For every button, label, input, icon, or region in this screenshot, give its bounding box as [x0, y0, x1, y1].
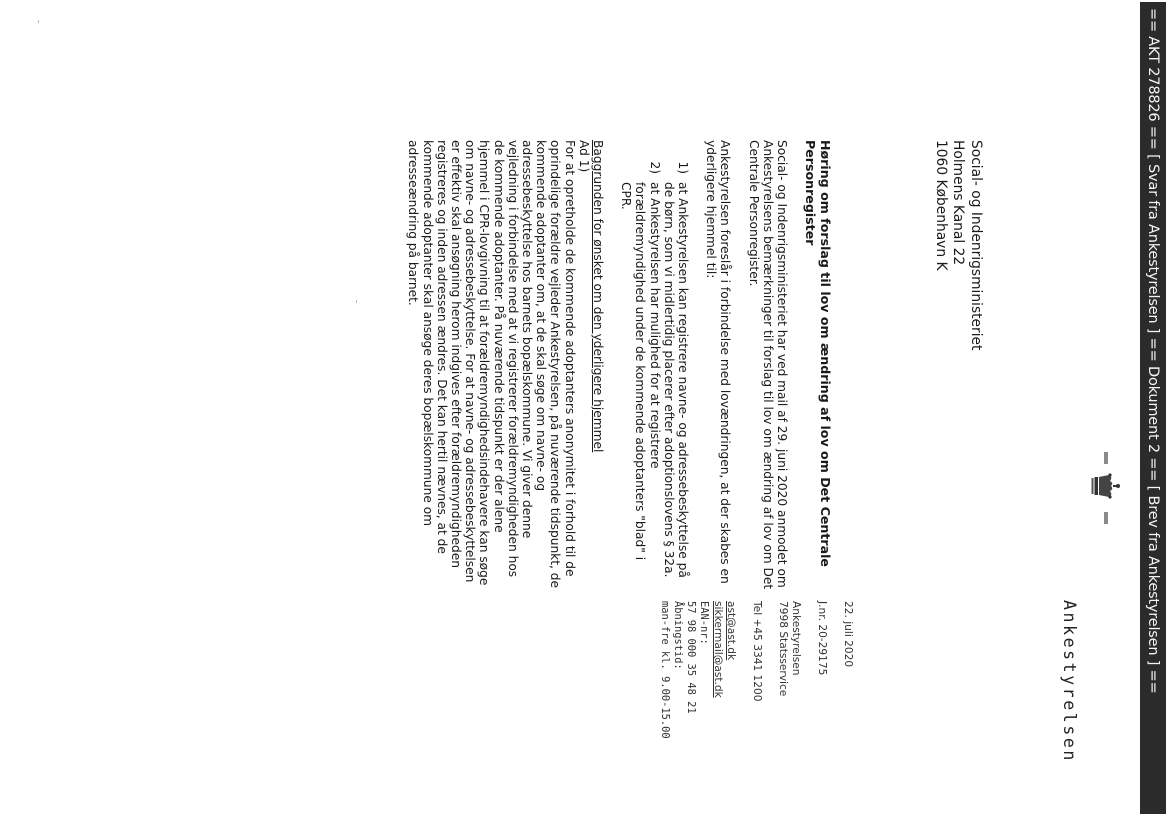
letter-date: 22. juli 2020: [842, 601, 854, 668]
text-line: adressebeskyttelse hos barnets bopælskommune. Vi giver denne: [519, 140, 534, 539]
text-line: Ankestyrelsen foreslår i forbindelse med lovændringen, at der skabes en: [718, 140, 733, 584]
sender-info: [658, 601, 854, 739]
text-line: Ankestyrelsens bemærkninger til forslag til lov om ændring af lov om Det: [760, 140, 775, 590]
text-line: Centrale Personregister.: [746, 140, 761, 287]
title-line: Høring om forslag til lov om ændring af lov om Det Centrale: [818, 140, 833, 567]
text-line: For at opretholde de kommende adoptanters anonymitet i forhold til de: [562, 140, 577, 577]
scan-speck: [38, 20, 39, 23]
logo-bar-right: [1104, 512, 1108, 524]
journal-number: J.nr. 20-29175: [816, 601, 828, 676]
text-line: kommende adoptanter om, at de skal søge om navne- og: [534, 140, 549, 492]
sender-phone: Tel +45 3341 1200: [750, 601, 763, 702]
list-item: [619, 140, 662, 580]
text-line: de børn, som vi midlertidig placerer efter adoptionslovens § 32a.: [661, 182, 676, 578]
text-line: forældremyndighed under de kommende adoptanters "blad" i: [633, 182, 648, 561]
text-line: om navne- og adressebeskyttelse. For at navne- og adressebeskyttelsen: [463, 140, 478, 583]
secure-email-link[interactable]: sikkermail@ast.dk: [711, 601, 724, 698]
letter-body: [406, 140, 833, 590]
crown-icon: [1089, 472, 1121, 500]
text-line: registreres og inden adressen ændres. Det kan hertil nævnes, at de: [434, 140, 449, 554]
logo: [1081, 452, 1121, 612]
opening-hours: man-fre kl. 9.00-15.00: [658, 601, 671, 739]
ean-label: EAN-nr:: [698, 601, 711, 645]
section-heading: Baggrunden for ønsket om den yderligere hjemmel: [590, 140, 605, 453]
brand-name: Ankestyrelsen: [1060, 600, 1079, 763]
text-line: vejledning i forbindelse med at vi registrerer forældremyndigheden hos: [505, 140, 520, 578]
text-line: oprindelige forældre vejleder Ankestyrelsen, på nuværende tidspunkt, de: [548, 140, 563, 588]
list-number: 2): [647, 161, 662, 174]
logo-bar-left: [1104, 452, 1108, 464]
recipient-address: [932, 140, 985, 350]
hours-label: Åbningstid:: [671, 601, 684, 670]
sub-heading: Ad 1): [576, 140, 591, 173]
letter-title: [803, 140, 833, 580]
recipient-line: 1060 København K: [933, 140, 949, 271]
text-line: adresseændring på barnet.: [406, 140, 421, 306]
text-line: kommende adoptanter skal ansøge deres bopælskommune om: [420, 140, 435, 527]
text-line: at Ankestyrelsen kan registrere navne- og adressebeskyttelse på: [675, 182, 690, 578]
background-paragraph: [406, 140, 577, 588]
scan-speck: [356, 300, 357, 303]
numbered-list: [619, 140, 690, 580]
intro-paragraph: [746, 140, 789, 590]
text-line: at Ankestyrelsen har mulighed for at registrere: [647, 182, 662, 469]
proposal-paragraph: [704, 140, 733, 584]
text-line: yderligere hjemmel til:: [704, 140, 719, 279]
recipient-line: Holmens Kanal 22: [950, 140, 967, 266]
text-line: de kommende adoptanter. På nuværende tidspunkt er der alene: [491, 140, 506, 533]
text-line: hjemmel i CPR-lovgivning til at forældremyndighedsindehavere kan søge: [477, 140, 492, 586]
archive-stamp: == AKT 278826 == [ Svar fra Ankestyrelsen ] == Dokument 2 == [ Brev fra Ankestyrelsen ] ==: [1140, 2, 1166, 814]
sender-postal: 7998 Statsservice: [776, 601, 789, 697]
text-line: CPR.: [619, 182, 634, 210]
list-number: 1): [675, 161, 690, 174]
list-item: [662, 140, 690, 580]
sender-org: Ankestyrelsen: [790, 601, 802, 676]
text-line: er effektiv skal ansøgning herom indgives efter forældremyndigheden: [448, 140, 463, 568]
ean-number: 57 98 000 35 48 21: [685, 601, 698, 714]
text-line: Social- og Indenrigsministeriet har ved mail af 29. juni 2020 anmodet om: [775, 140, 789, 588]
email-link[interactable]: ast@ast.dk: [724, 601, 737, 661]
recipient-line: Social- og Indenrigsministeriet: [968, 140, 984, 351]
title-line: Personregister: [803, 140, 818, 246]
